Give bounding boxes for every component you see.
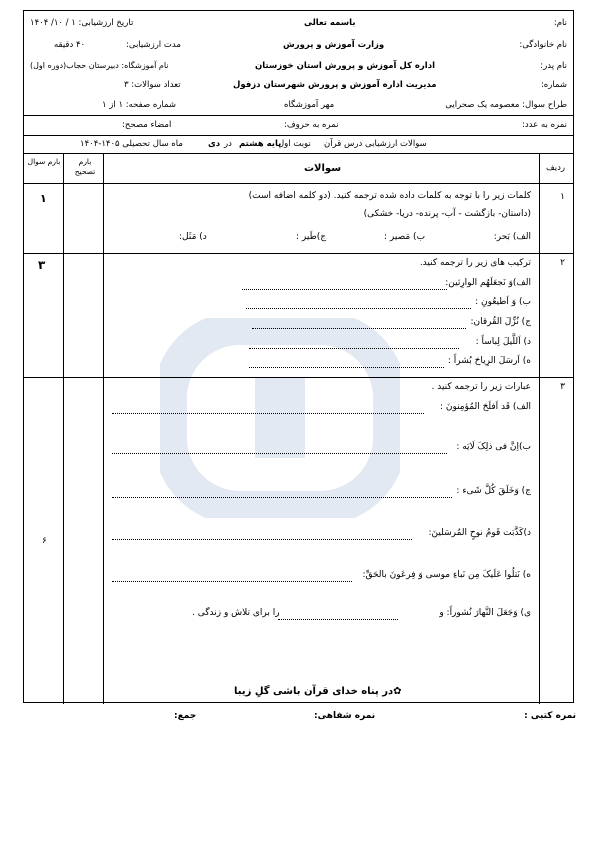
exam-in: در: [224, 139, 232, 149]
col-questions: سوالات: [304, 163, 342, 174]
closing-text: ✿در پناه خدای قرآن باشی گلِ زیبا: [234, 686, 402, 697]
q1-number: ۱: [560, 192, 565, 202]
q3-item: ی) وَجَعَلَ النَّهارَ نُشوراً: و: [439, 608, 531, 618]
total-score-label: جمع:: [174, 711, 197, 721]
q1-word-bank: (داستان- بازگشت - آب- پرنده- دریا- خشکی): [363, 209, 531, 219]
oral-score-label: نمره شفاهی:: [314, 711, 376, 721]
school-name: نام آموزشگاه: دبیرستان حجاب(دوره اول): [30, 61, 169, 70]
q2-item: ه) اَرسَلَ الرِیاحَ بُشراً :: [447, 356, 531, 366]
q2-number: ۲: [560, 258, 565, 268]
q1-option-b: ب) مَصیر :: [384, 232, 426, 242]
col-question-score: بارم سوال: [27, 157, 61, 166]
q3-item: ه) نَتلُوا عَلَیکَ مِن نَباءِ موسی وَ فِرعَونَ بالحَقِّ:: [362, 570, 531, 580]
page-number: شماره صفحه: ۱ از ۱: [102, 100, 177, 110]
q2-item: ب) وَ اَطیعُونِ :: [475, 297, 531, 307]
q3-item: د)کَذَّبَت قَومُ نوحٍ المُرسَلینَ:: [428, 528, 531, 538]
exam-grade: پایه هشتم: [239, 139, 282, 149]
col-row: ردیف: [545, 163, 565, 173]
score-numeric-label: نمره به عدد:: [522, 120, 567, 130]
exam-course: سوالات ارزشیابی درس قرآن: [324, 139, 427, 149]
q2-instruction: ترکیب های زیر را ترجمه کنید.: [419, 258, 531, 268]
q1-option-c: ج)طَیر :: [296, 232, 327, 242]
father-label: نام پدر:: [540, 61, 567, 71]
written-score-label: نمره کتبی :: [524, 711, 576, 721]
q3-score: ۶: [42, 536, 47, 546]
exam-date: تاریخ ارزشیابی: ۱ / ۱۰/ ۱۴۰۴: [30, 18, 134, 28]
exam-sheet: [23, 10, 574, 703]
q3-number: ۳: [560, 382, 565, 392]
q1-score: ۱: [40, 192, 47, 205]
duration-value: ۴۰ دقیقه: [54, 40, 86, 50]
designer-label: طراح سوال: معصومه یک صحرایی: [445, 100, 567, 110]
city-title: مدیریت اداره آموزش و پرورش شهرستان دزفول: [233, 80, 437, 90]
score-letters-label: نمره به حروف:: [284, 120, 339, 130]
q2-score: ۳: [38, 258, 46, 272]
question-count: تعداد سوالات: ۳: [124, 80, 181, 90]
bismillah: باسمه تعالی: [304, 18, 356, 28]
q3-instruction: عبارات زیر را ترجمه کنید .: [431, 382, 531, 392]
signature-label: امضاء مصحح:: [122, 120, 172, 130]
q2-item: ج) نُزِّلَ القُرقان:: [470, 317, 531, 327]
q3-item: ج) وَخَلَقَ کُلَّ شَیء :: [456, 486, 531, 496]
q1-option-d: د) مَثَل:: [179, 232, 207, 242]
exam-year: ماه سال تحصیلی ۱۴۰۵-۱۴۰۴: [80, 139, 183, 149]
q3-item-tail: را برای تلاش و زندگی .: [192, 608, 280, 618]
name-label: نام:: [553, 18, 567, 28]
school-stamp-label: مهر آموزشگاه: [284, 100, 335, 110]
col-correct-score: بارم تصحیح: [74, 157, 96, 176]
q1-instruction: کلمات زیر را با توجه به کلمات داده شده ترجمه کنید. (دو کلمه اضافه است): [248, 191, 531, 201]
exam-month: دی: [208, 139, 221, 149]
number-label: شماره:: [540, 80, 567, 90]
province-title: اداره کل آموزش و پرورش استان خوزستان: [255, 61, 435, 71]
exam-round: نوبت اول: [278, 139, 311, 149]
q3-item: ب)اِنَّ فی ذلِکَ لَایَه :: [456, 442, 531, 452]
flower-icon: ✿: [393, 686, 402, 697]
family-label: نام خانوادگی:: [519, 40, 567, 50]
duration-label: مدت ارزشیابی:: [126, 40, 181, 50]
q3-item: الف) قَد اَفلَحَ المُؤمِنونَ :: [439, 402, 531, 412]
q2-item: د) اَللَّیلَ لِباساً :: [475, 337, 531, 347]
q1-option-a: الف) بَحر:: [493, 232, 531, 242]
ministry-title: وزارت آموزش و پرورش: [283, 40, 385, 50]
q2-item: الف)وَ نَجعَلَهُم الوارِثین:: [445, 278, 531, 288]
